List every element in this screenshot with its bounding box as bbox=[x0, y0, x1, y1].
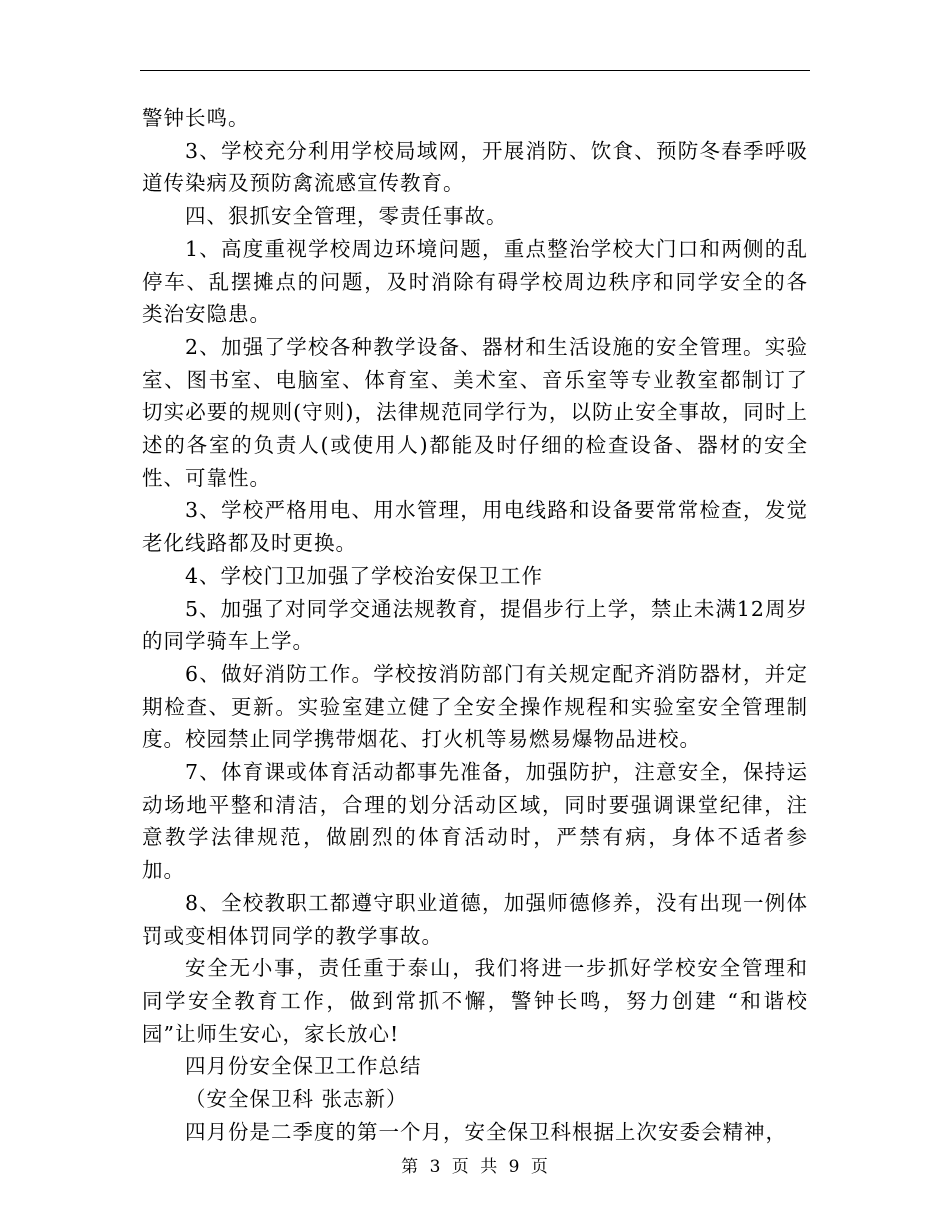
section-heading: 四、狠抓安全管理，零责任事故。 bbox=[185, 204, 508, 229]
paragraph: 四月份是二季度的第一个月，安全保卫科根据上次安委会精神， bbox=[185, 1119, 787, 1144]
paragraph: 3、学校严格用电、用水管理，用电线路和设备要常常检查，发觉老化线路都及时更换。 bbox=[142, 498, 808, 556]
paragraph: 3、学校充分利用学校局域网，开展消防、饮食、预防冬春季呼吸道传染病及预防禽流感宣传教育。 bbox=[142, 138, 808, 196]
paragraph: 6、做好消防工作。学校按消防部门有关规定配齐消防器材，并定期检查、更新。实验室建立健了全安全操作规程和实验室安全管理制度。校园禁止同学携带烟花、打火机等易燃易爆物品进校。 bbox=[142, 661, 808, 752]
paragraph: 警钟长鸣。 bbox=[142, 106, 250, 130]
paragraph: 安全无小事，责任重于泰山，我们将进一步抓好学校安全管理和同学安全教育工作，做到常抓不懈，警钟长鸣，努力创建 “和谐校园”让师生安心，家长放心! bbox=[142, 956, 808, 1046]
author-line: （安全保卫科 张志新） bbox=[185, 1087, 408, 1112]
paragraph: 7、体育课或体育活动都事先准备，加强防护，注意安全，保持运动场地平整和清洁，合理的划分活动区域，同时要强调课堂纪律，注意教学法律规范，做剧烈的体育活动时，严禁有病，身体不适者参加。 bbox=[142, 760, 808, 883]
paragraph: 8、全校教职工都遵守职业道德，加强师德修养，没有出现一例体罚或变相体罚同学的教学事故。 bbox=[142, 890, 808, 948]
header-rule bbox=[140, 70, 810, 71]
document-title: 四月份安全保卫工作总结 bbox=[185, 1054, 422, 1079]
paragraph: 4、学校门卫加强了学校治安保卫工作 bbox=[185, 563, 544, 588]
paragraph: 1、高度重视学校周边环境问题，重点整治学校大门口和两侧的乱停车、乱摆摊点的问题，及时消除有碍学校周边秩序和同学安全的各类治安隐患。 bbox=[142, 236, 808, 327]
paragraph: 2、加强了学校各种教学设备、器材和生活设施的安全管理。实验室、图书室、电脑室、体育室、美术室、音乐室等专业教室都制订了切实必要的规则(守则)，法律规范同学行为，以防止安全事故，同时上述的各室的负责人(或使用人)都能及时仔细的检查设备、器材的安全性、可靠性。 bbox=[142, 334, 808, 490]
page-number: 第 3 页 共 9 页 bbox=[401, 1157, 549, 1177]
document-body bbox=[142, 102, 808, 1149]
paragraph: 5、加强了对同学交通法规教育，提倡步行上学，禁止未满12周岁的同学骑车上学。 bbox=[142, 596, 808, 654]
